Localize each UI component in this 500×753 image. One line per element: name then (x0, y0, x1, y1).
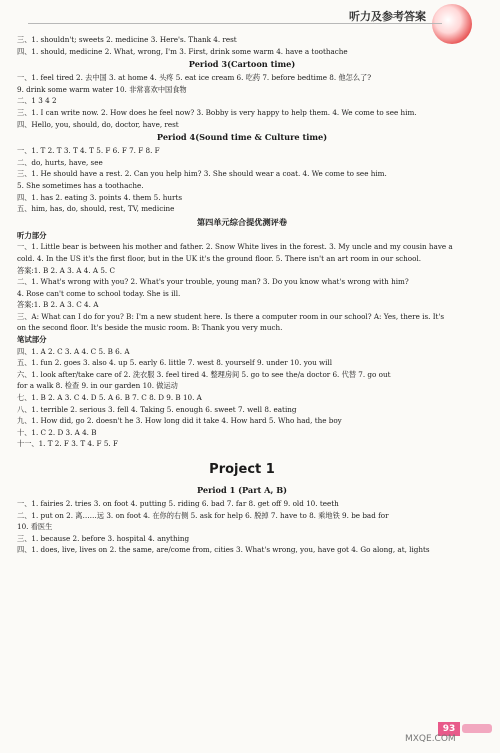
answer-line: 一、1. feel tired 2. 去中国 3. at home 4. 头疼 5. eat ice cream 6. 吃药 7. before bedtime 8. 他怎么了? (17, 73, 372, 83)
answer-line: 5. She sometimes has a toothache. (17, 180, 144, 190)
answer-line: 七、1. B 2. A 3. C 4. D 5. A 6. B 7. C 8. D 9. B 10. A (17, 393, 202, 403)
answer-line: 十、1. C 2. D 3. A 4. B (17, 427, 97, 437)
answer-line: 三、A: What can I do for you? B: I'm a new student here. Is there a computer room in our school? A: Yes, there is. It's (17, 311, 445, 321)
period-heading: 第四单元综合提优测评卷 (196, 216, 288, 227)
answer-line: 五、1. fun 2. goes 3. also 4. up 5. early 6. little 7. west 8. yourself 9. under 10. you will (17, 358, 333, 368)
header-title: 听力及参考答案 (349, 10, 426, 23)
page-number: 93 (438, 722, 460, 736)
project-title: Project 1 (209, 462, 275, 477)
answer-line: 四、1. A 2. C 3. A 4. C 5. B 6. A (17, 346, 130, 356)
answer-line: 二、1. What's wrong with you? 2. What's your trouble, young man? 3. Do you know what's wrong with him? (17, 277, 409, 287)
answer-line: 四、1. should, medicine 2. What, wrong, I'm 3. First, drink some warm 4. have a toothache (17, 46, 348, 56)
answer-line: 四、1. has 2. eating 3. points 4. them 5. hurts (17, 192, 183, 202)
answer-line: 4. Rose can't come to school today. She is ill. (17, 288, 181, 298)
answer-line: 答案:1. B 2. A 3. C 4. A (17, 300, 99, 310)
answer-line: 三、1. because 2. before 3. hospital 4. anything (17, 533, 190, 543)
answer-line: 三、1. shouldn't; sweets 2. medicine 3. Here's. Thank 4. rest (17, 35, 237, 44)
page-number-decoration (462, 724, 492, 733)
answer-line: on the second floor. It's beside the music room. B: Thank you very much. (17, 323, 283, 333)
answer-line: 9. drink some warm water 10. 非常喜欢中国食物 (17, 84, 187, 94)
answer-line: 九、1. How did, go 2. doesn't he 3. How long did it take 4. How hard 5. Who had, the boy (17, 416, 342, 426)
answer-line: 一、1. Little bear is between his mother and father. 2. Snow White lives in the forest. 3. My uncle and my cousin have a (17, 242, 453, 252)
answer-line: 五、him, has, do, should, rest, TV, medicine (17, 204, 175, 214)
answer-line: 二、1. put on 2. 离……远 3. on foot 4. 在你的右侧 5. ask for help 6. 脱掉 7. have to 8. 乘地铁 9. be bad for (17, 510, 389, 520)
answer-line: 答案:1. B 2. A 3. A 4. A 5. C (17, 265, 116, 275)
answer-line: 四、Hello, you, should, do, doctor, have, rest (17, 119, 179, 129)
answer-line: for a walk 8. 检查 9. in our garden 10. 做运动 (17, 381, 178, 391)
answer-line: cold. 4. In the US it's the first floor, but in the UK it's the ground floor. 5. There isn't an art room in our school. (17, 253, 422, 263)
answer-line: 二、1 3 4 2 (17, 96, 57, 106)
section-label: 听力部分 (17, 230, 47, 240)
answer-line: 二、do, hurts, have, see (17, 157, 103, 167)
period-heading: Period 1 (Part A, B) (196, 485, 288, 495)
answer-line: 十一、1. T 2. F 3. T 4. F 5. F (17, 439, 118, 449)
answer-content (17, 34, 467, 556)
period-heading: Period 4(Sound time & Culture time) (156, 132, 328, 143)
answer-line: 六、1. look after/take care of 2. 洗衣服 3. feel tired 4. 整理房间 5. go to see the/a doctor 6. 代替 7. go out (17, 369, 391, 379)
watermark: MXQE.COM (405, 734, 456, 744)
section-label: 笔试部分 (17, 335, 47, 345)
answer-line: 八、1. terrible 2. serious 3. fell 4. Taking 5. enough 6. sweet 7. well 8. eating (17, 404, 297, 414)
answer-line: 四、1. does, live, lives on 2. the same, are/come from, cities 3. What's wrong, you, have got 4. Go along, at, lights (17, 545, 430, 555)
answer-line: 三、1. I can write now. 2. How does he feel now? 3. Bobby is very happy to help them. 4. We come to see him. (17, 107, 417, 117)
period-heading: Period 3(Cartoon time) (188, 59, 296, 70)
answer-line: 10. 看医生 (17, 522, 53, 532)
answer-line: 一、1. fairies 2. tries 3. on foot 4. putting 5. riding 6. bad 7. far 8. get off 9. old 10. teeth (17, 499, 339, 508)
answer-line: 一、1. T 2. T 3. T 4. T 5. F 6. F 7. F 8. F (17, 146, 160, 156)
header-divider (28, 23, 442, 24)
answer-line: 三、1. He should have a rest. 2. Can you help him? 3. She should wear a coat. 4. We come to see him. (17, 169, 387, 179)
